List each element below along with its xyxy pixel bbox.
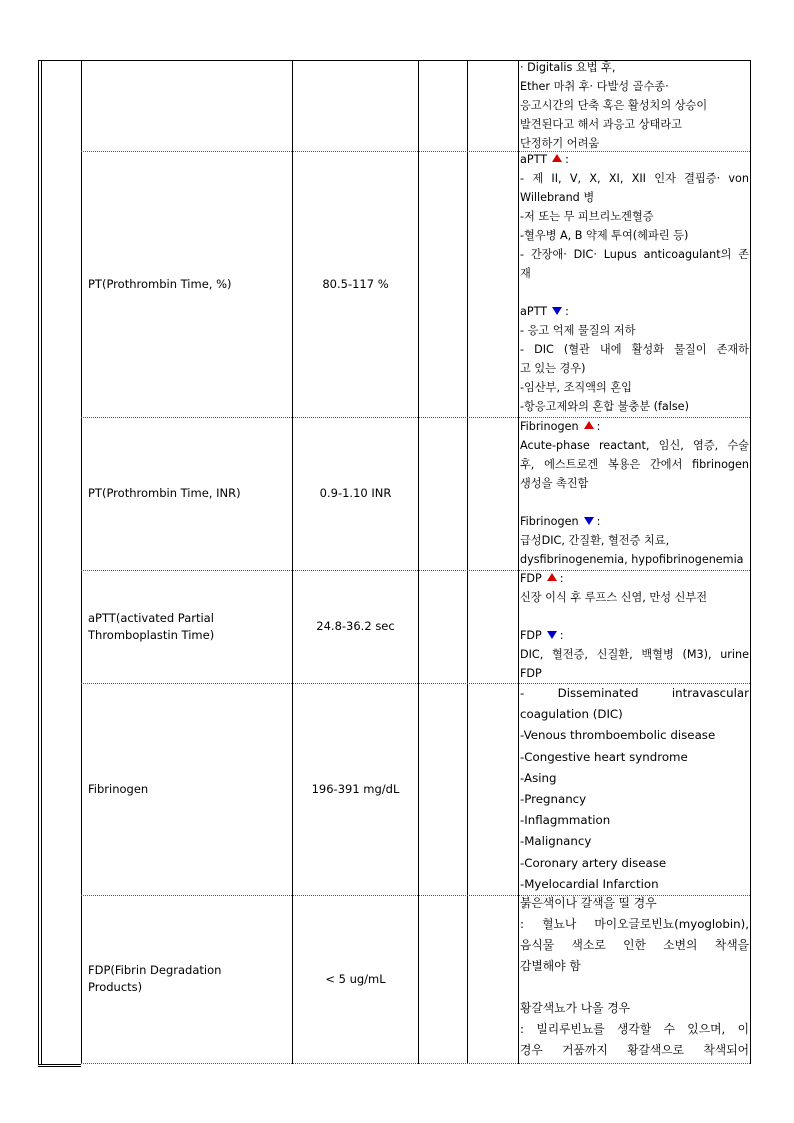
note-line: 급성DIC, 간질환, 혈전증 치료, xyxy=(520,534,670,547)
notes-row4 xyxy=(520,683,749,895)
note-line: FDP xyxy=(520,667,542,680)
note-line: -Coronary artery disease xyxy=(520,855,667,870)
note-line: coagulation (DIC) xyxy=(520,707,623,722)
increase-arrow-icon xyxy=(584,421,594,429)
spacer xyxy=(520,607,749,626)
note-line: - 간장애· DIC· Lupus anticoagulant의 존 xyxy=(520,248,749,261)
note-line: 응고시간의 단축 혹은 활성치의 상승이 xyxy=(520,99,708,112)
note-line: - Disseminated intravascular xyxy=(520,686,749,700)
note-line: -혈우병 A, B 약제 투여(헤파린 등) xyxy=(520,229,689,242)
note-line: -저 또는 무 피브리노겐혈증 xyxy=(520,210,654,223)
note-line: : 빌리루빈뇨를 생각할 수 있으며, 이 xyxy=(520,1022,749,1036)
note-line: DIC, 혈전증, 신질환, 백혈병 (M3), urine xyxy=(520,648,749,661)
note-line: 음식물 색소로 인한 소변의 착색을 xyxy=(520,938,749,952)
note-heading: Fibrinogen : xyxy=(520,420,601,433)
note-heading: FDP : xyxy=(520,572,564,585)
range-aptt: 24.8-36.2 sec xyxy=(316,619,395,633)
test-name-fibrinogen: Fibrinogen xyxy=(88,781,149,796)
note-line: Willebrand 병 xyxy=(520,191,595,204)
note-heading: aPTT : xyxy=(520,153,569,166)
decrease-arrow-icon xyxy=(552,307,562,315)
note-line: 생성을 촉진함 xyxy=(520,477,589,490)
note-line: -Venous thromboembolic disease xyxy=(520,728,716,743)
decrease-arrow-icon xyxy=(547,631,557,639)
note-line: -Inflagmmation xyxy=(520,813,611,828)
decrease-arrow-icon xyxy=(584,517,594,525)
note-line: : 혈뇨나 마이오글로빈뇨(myoglobin), xyxy=(520,917,749,931)
note-line: -임산부, 조직액의 혼입 xyxy=(520,381,632,394)
note-line: -항응고제와의 혼합 불충분 (false) xyxy=(520,400,689,413)
note-line: 재 xyxy=(520,267,531,280)
range-pt-percent: 80.5-117 % xyxy=(322,276,389,291)
note-line: dysfibrinogenemia, hypofibrinogenemia xyxy=(520,553,744,566)
note-line: 후, 에스트로겐 복용은 간에서 fibrinogen xyxy=(520,458,749,471)
col-sep-6 xyxy=(750,60,751,1064)
note-line: 붉은색이나 갈색을 띨 경우 xyxy=(520,896,657,910)
note-line: -Asing xyxy=(520,770,557,785)
spacer xyxy=(520,283,749,302)
note-line: -Pregnancy xyxy=(520,791,587,806)
spacer xyxy=(520,493,749,512)
table-left-border-inner xyxy=(41,60,42,1064)
notes-row5 xyxy=(520,893,749,1061)
range-fibrinogen: 196-391 mg/dL xyxy=(311,781,400,796)
note-line: 신장 이식 후 루프스 신염, 만성 신부전 xyxy=(520,591,708,604)
note-line: 감별해야 함 xyxy=(520,959,581,973)
row-sep-bottom xyxy=(81,1063,750,1064)
note-line: Acute-phase reactant, 임신, 염증, 수술 xyxy=(520,439,749,452)
note-line: -Congestive heart syndrome xyxy=(520,749,688,764)
note-line: · Digitalis 요법 후, xyxy=(520,61,616,74)
test-name-fdp: FDP(Fibrin Degradation Products) xyxy=(88,963,222,994)
notes-row0 xyxy=(520,58,749,153)
col-sep-5 xyxy=(518,60,519,1064)
note-line: 고 있는 경우) xyxy=(520,362,586,375)
test-name-pt-inr: PT(Prothrombin Time, INR) xyxy=(88,486,241,500)
note-heading: Fibrinogen : xyxy=(520,515,601,528)
range-pt-inr: 0.9-1.10 INR xyxy=(319,486,392,500)
spacer xyxy=(520,977,749,998)
note-line: - DIC (혈관 내에 활성화 물질이 존재하 xyxy=(520,343,749,356)
note-line: -Malignancy xyxy=(520,834,592,849)
note-heading: FDP : xyxy=(520,629,564,642)
note-line: 경우 거품까지 황갈색으로 착색되어 xyxy=(520,1043,749,1057)
col-sep-4 xyxy=(467,60,468,1064)
increase-arrow-icon xyxy=(547,573,557,581)
increase-arrow-icon xyxy=(552,154,562,162)
note-line: 황갈색뇨가 나올 경우 xyxy=(520,1001,631,1015)
note-line: - 응고 억제 물질의 저하 xyxy=(520,324,636,337)
test-name-aptt: aPTT(activated Partial Thromboplastin Time) xyxy=(88,610,215,642)
note-line: 발견된다고 해서 과응고 상태라고 xyxy=(520,118,682,131)
table-left-border xyxy=(38,60,39,1064)
notes-row3 xyxy=(520,569,749,683)
note-line: -Myelocardial Infarction xyxy=(520,876,659,891)
test-name-pt-percent: PT(Prothrombin Time, %) xyxy=(88,276,232,291)
note-heading: aPTT : xyxy=(520,305,569,318)
note-line: 단정하기 어려움 xyxy=(520,137,600,150)
table-top-left xyxy=(38,60,81,61)
range-fdp: < 5 ug/mL xyxy=(325,971,386,986)
note-line: Ether 마취 후· 다발성 골수종· xyxy=(520,80,669,93)
notes-row2 xyxy=(520,417,749,569)
note-line: - 제 II, V, X, XI, XII 인자 결핍증· von xyxy=(520,172,749,185)
table-bottom-border-double xyxy=(38,1066,81,1067)
col-sep-3 xyxy=(418,60,419,1064)
notes-row1 xyxy=(520,150,749,416)
table-bottom-border xyxy=(38,1064,81,1065)
